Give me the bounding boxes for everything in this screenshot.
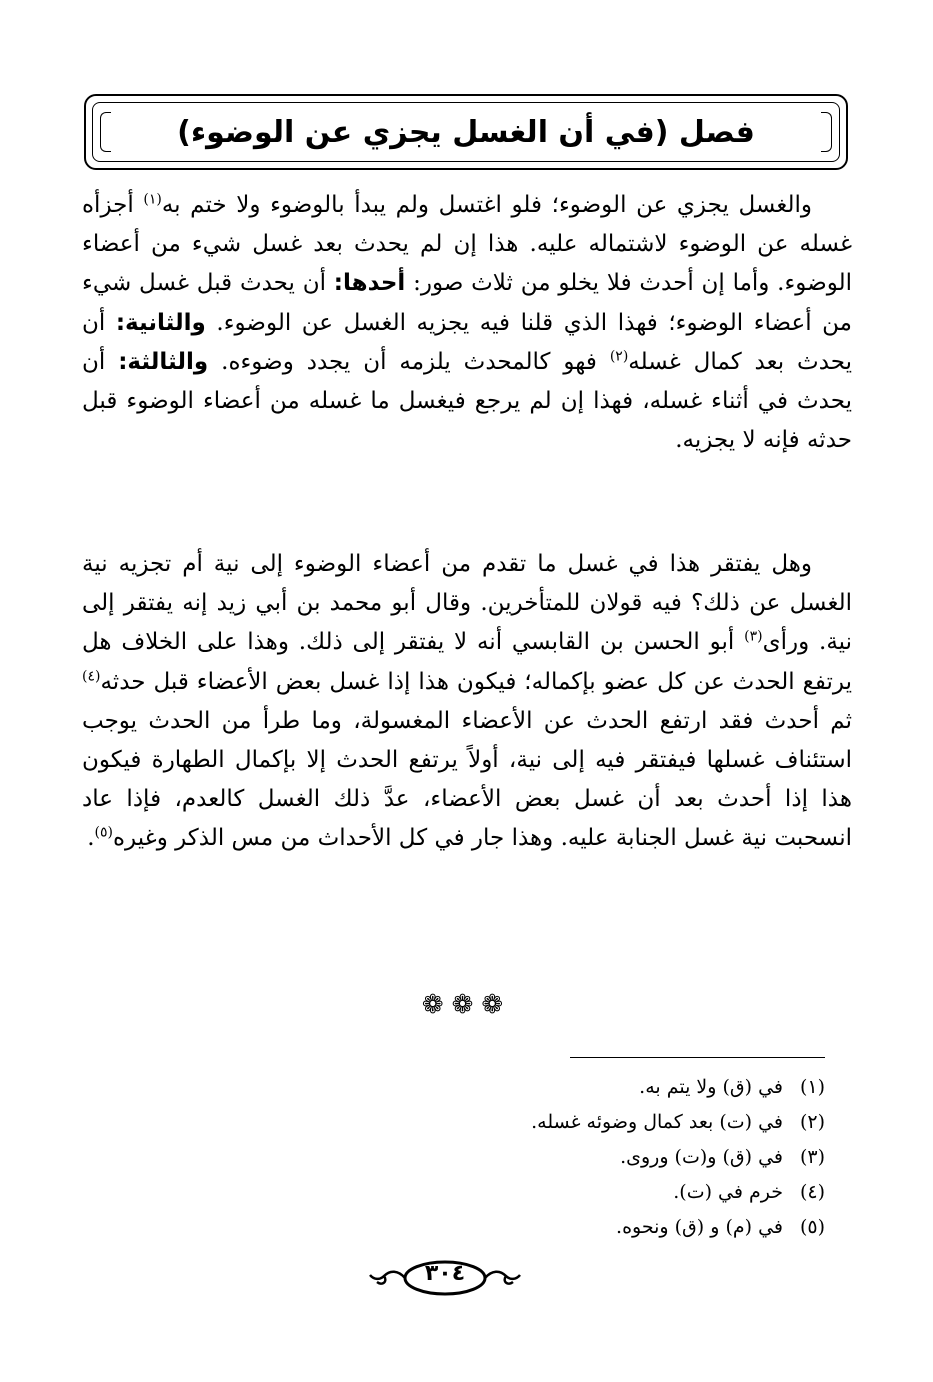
p1-sentence-2: أجزأه غسله عن الوضوء لاشتماله عليه. هذا إن لم يحدث بعد غسل شيء من أعضاء الوضوء. وأما إن أحدث فلا يخلو من ثلاث صور: xyxy=(82,192,853,297)
footnote-text: في (م) و (ق) ونحوه. xyxy=(616,1216,783,1238)
paragraph-1 xyxy=(82,186,852,460)
paragraph-1-text xyxy=(82,186,852,460)
footnotes-list xyxy=(125,1070,825,1245)
footnote-ref-5[interactable]: (٥) xyxy=(94,824,113,841)
footnote-text: في (ق) ولا يتم به. xyxy=(639,1076,783,1098)
footnote-item xyxy=(125,1175,825,1210)
footnote-text: في (ق) و(ت) وروى. xyxy=(620,1146,783,1168)
footnote-number: (٣) xyxy=(799,1146,825,1168)
p1-sentence-1: والغسل يجزي عن الوضوء؛ فلو اغتسل ولم يبدأ بالوضوء ولا ختم به xyxy=(161,192,812,218)
paragraph-2-text xyxy=(82,545,852,859)
p1-sentence-6: أن يحدث في أثناء غسله، فهذا إن لم يرجع فيغسل ما غسله من أعضاء الوضوء قبل حدثه فإنه لا يجزيه. xyxy=(82,348,852,454)
p1-sentence-3: أن يحدث قبل غسل شيء من أعضاء الوضوء؛ فهذا الذي قلنا فيه يجزيه الغسل عن الوضوء. xyxy=(82,270,852,336)
p1-sentence-4: أن يحدث بعد كمال غسله xyxy=(82,309,853,375)
term-second: والثانية: xyxy=(115,309,206,336)
footnote-ref-4[interactable]: (٤) xyxy=(82,667,101,684)
chapter-title: فصل (في أن الغسل يجزي عن الوضوء) xyxy=(177,114,755,150)
footnote-number: (١) xyxy=(799,1076,825,1098)
title-frame-right-ornament xyxy=(821,112,832,152)
footnote-number: (٥) xyxy=(799,1216,825,1238)
footnote-text: خرم في (ت). xyxy=(673,1181,783,1203)
paragraph-2 xyxy=(82,545,852,859)
footnote-item xyxy=(125,1105,825,1140)
section-separator-ornament: ❁❁❁ xyxy=(421,990,512,1020)
footnote-number: (٤) xyxy=(799,1181,825,1203)
p2-sentence-1: وهل يفتقر هذا في غسل ما تقدم من أعضاء الوضوء إلى نية أم تجزيه نية الغسل عن ذلك؟ فيه قولان للمتأخرين. وقال أبو محمد بن أبي زيد إنه يفتقر إلى نية. ورأى xyxy=(82,551,852,656)
chapter-title-frame xyxy=(84,94,848,170)
p2-sentence-2: أبو الحسن بن القابسي أنه لا يفتقر إلى ذلك. وهذا على الخلاف هل يرتفع الحدث عن كل عضو بإكماله؛ فيكون هذا إذا غسل بعض الأعضاء قبل حدثه xyxy=(82,629,852,695)
page-number: ٣٠٤ xyxy=(424,1261,466,1286)
footnote-ref-1[interactable]: (١) xyxy=(143,191,162,208)
term-third: والثالثة: xyxy=(118,348,209,375)
footnote-number: (٢) xyxy=(799,1111,825,1133)
footnote-item xyxy=(125,1210,825,1245)
p2-sentence-4: . xyxy=(87,825,95,852)
footnote-ref-2[interactable]: (٢) xyxy=(609,348,629,365)
footnote-item xyxy=(125,1140,825,1175)
footnote-text: في (ت) بعد كمال وضوئه غسله. xyxy=(531,1111,783,1133)
p1-sentence-5: فهو كالمحدث يلزمه أن يجدد وضوءه. xyxy=(208,348,610,375)
footnote-divider xyxy=(570,1057,825,1058)
p2-sentence-3: ثم أحدث فقد ارتفع الحدث عن الأعضاء المغسولة، وما طرأ من الحدث يوجب استئناف غسلها فيفتقر فيه إلى نية، أولاً يرتفع الحدث إلا بإكمال الطهارة فيكون هذا إذا أحدث بعد أن غسل بعض الأعضاء، عدَّ ذلك الغسل كالعدم، فإذا عاد انسحبت نية غسل الجنابة عليه. وهذا جار في كل الأحداث من مس الذكر وغيره xyxy=(82,707,852,852)
term-first: أحدها: xyxy=(333,270,406,297)
page-number-ornament xyxy=(360,1258,530,1298)
title-frame-left-ornament xyxy=(100,112,111,152)
footnote-item xyxy=(125,1070,825,1105)
footnote-ref-3[interactable]: (٣) xyxy=(744,628,763,645)
